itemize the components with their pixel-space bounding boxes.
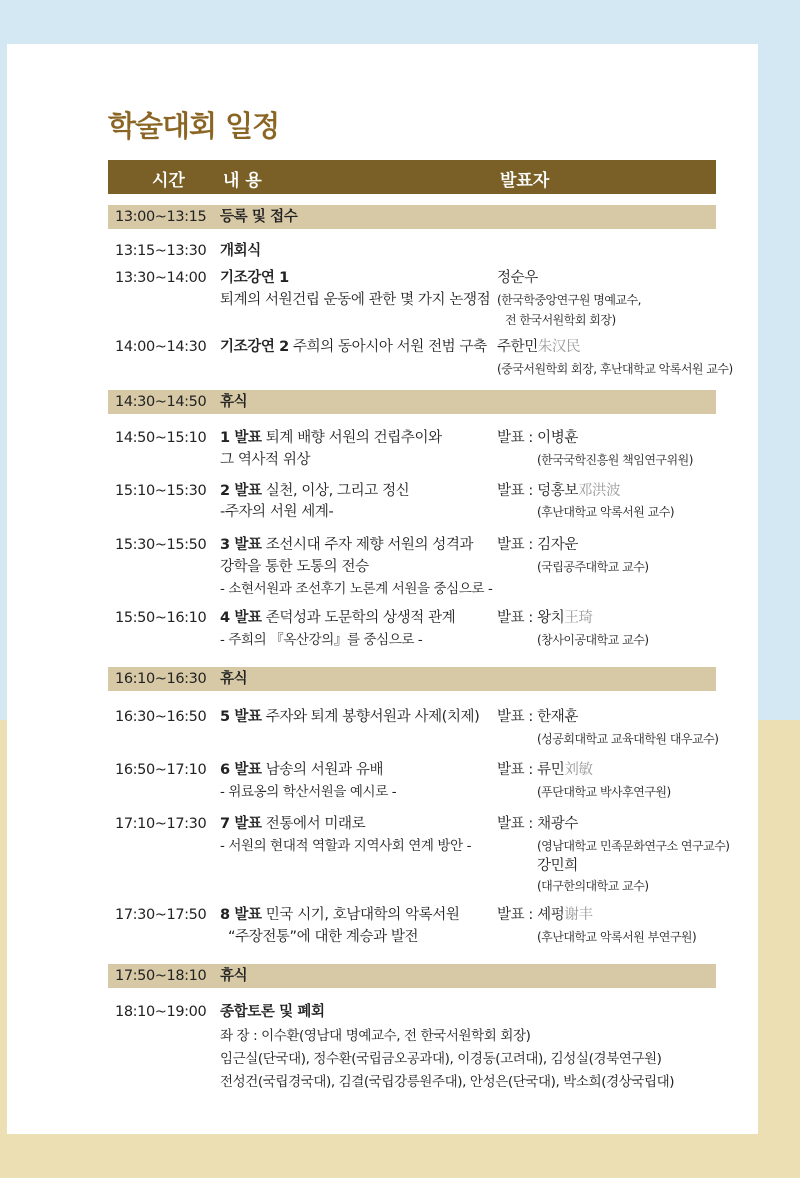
- row-label: 8 발표: [220, 907, 262, 923]
- row-title-line2: 강학을 통한 도통의 전승: [220, 559, 369, 575]
- row-time: 17:10~17:30: [115, 816, 207, 832]
- speaker-chinese-name: 谢丰: [564, 907, 593, 923]
- row-time: 14:30~14:50: [115, 394, 207, 410]
- row-time: 15:30~15:50: [115, 537, 207, 553]
- speaker-chinese-name: 王琦: [564, 610, 593, 626]
- row-title: 퇴계의 서원건립 운동에 관한 몇 가지 논쟁점: [220, 292, 491, 308]
- speaker-name: 발표 : 왕치: [497, 610, 565, 626]
- row-title: 주희의 동아시아 서원 전범 구축: [288, 339, 487, 355]
- row-label: 종합토론 및 폐회: [220, 1004, 325, 1020]
- row-time: 13:15~13:30: [115, 243, 207, 259]
- speaker-name: 발표 : 덩홍보: [497, 483, 578, 499]
- speaker: [497, 608, 593, 628]
- speaker: [497, 481, 620, 501]
- affiliation: (대구한의대학교 교수): [537, 879, 649, 893]
- affiliation: (창사이공대학교 교수): [537, 633, 649, 647]
- row-label: 개회식: [220, 243, 261, 259]
- row-content: [220, 481, 409, 501]
- row-subtitle: 그 역사적 위상: [220, 452, 311, 468]
- row-subtitle: - 소현서원과 조선후기 노론계 서원을 중심으로 -: [220, 581, 493, 597]
- row-time: 16:10~16:30: [115, 671, 207, 687]
- affiliation: (한국국학진흥원 책임연구위원): [537, 453, 693, 467]
- row-content: [220, 608, 455, 628]
- row-time: 15:10~15:30: [115, 483, 207, 499]
- speaker: [497, 337, 580, 357]
- row-content: [220, 760, 383, 780]
- row-label: 5 발표: [220, 709, 262, 725]
- speaker: 발표 : 한재훈: [497, 709, 578, 725]
- speaker-name: 발표 : 류민: [497, 762, 565, 778]
- affiliation: 전 한국서원학회 회장): [505, 313, 616, 327]
- speaker: 발표 : 채광수: [497, 816, 578, 832]
- table-header: [108, 160, 716, 194]
- row-title: 실천, 이상, 그리고 정신: [261, 483, 410, 499]
- row-content: [220, 428, 442, 448]
- affiliation: (성공회대학교 교육대학원 대우교수): [537, 732, 719, 746]
- affiliation: (중국서원학회 회장, 후난대학교 악록서원 교수): [497, 362, 733, 376]
- affiliation: (영남대학교 민족문화연구소 연구교수): [537, 839, 730, 853]
- row-subtitle: - 주희의 『옥산강의』를 중심으로 -: [220, 632, 423, 648]
- page-title: 학술대회 일정: [108, 109, 280, 143]
- row-time: 15:50~16:10: [115, 610, 207, 626]
- speaker-name: 주한민: [497, 339, 538, 355]
- row-label: 기조강연 2: [220, 339, 289, 355]
- speaker: 발표 : 이병훈: [497, 430, 578, 446]
- speaker: [497, 905, 593, 925]
- row-title: 주자와 퇴계 봉향서원과 사제(치제): [261, 709, 480, 725]
- affiliation: (푸단대학교 박사후연구원): [537, 785, 671, 799]
- row-title: 민국 시기, 호남대학의 악록서원: [261, 907, 460, 923]
- row-time: 14:50~15:10: [115, 430, 207, 446]
- row-content: [220, 905, 460, 925]
- speaker-chinese-name: 邓洪波: [577, 483, 621, 499]
- row-label: 2 발표: [220, 483, 262, 499]
- speaker-chinese-name: 刘敏: [564, 762, 593, 778]
- speaker: 강민희: [537, 858, 578, 874]
- row-label: 6 발표: [220, 762, 262, 778]
- row-time: 18:10~19:00: [115, 1004, 207, 1020]
- row-content: [220, 814, 365, 834]
- affiliation: (후난대학교 악록서원 부연구원): [537, 930, 697, 944]
- row-subtitle: - 서원의 현대적 역할과 지역사회 연계 방안 -: [220, 838, 472, 854]
- row-content: [220, 535, 473, 555]
- panel-line: 전성건(국립경국대), 김결(국립강릉원주대), 안성은(단국대), 박소희(경상국립대): [220, 1074, 675, 1090]
- row-time: 17:50~18:10: [115, 968, 207, 984]
- row-label: 기조강연 1: [220, 270, 289, 286]
- affiliation: (후난대학교 악록서원 교수): [537, 505, 675, 519]
- header-time: 시간: [152, 171, 185, 191]
- row-label: 3 발표: [220, 537, 262, 553]
- row-time: 13:30~14:00: [115, 270, 207, 286]
- row-title: 조선시대 주자 제향 서원의 성격과: [261, 537, 474, 553]
- speaker: [497, 760, 593, 780]
- row-label: 1 발표: [220, 430, 262, 446]
- speaker: 발표 : 김자운: [497, 537, 578, 553]
- speaker-chinese-name: 朱汉民: [537, 339, 581, 355]
- row-label: 4 발표: [220, 610, 262, 626]
- row-title: 퇴계 배향 서원의 건립추이와: [261, 430, 442, 446]
- affiliation: (한국학중앙연구원 명예교수,: [497, 293, 641, 307]
- speaker-name: 발표 : 셰펑: [497, 907, 565, 923]
- row-subtitle: -주자의 서원 세계-: [220, 504, 334, 520]
- row-label: 7 발표: [220, 816, 262, 832]
- speaker: 정순우: [497, 270, 538, 286]
- row-title: 존덕성과 도문학의 상생적 관계: [261, 610, 456, 626]
- affiliation: (국립공주대학교 교수): [537, 560, 649, 574]
- row-time: 17:30~17:50: [115, 907, 207, 923]
- row-time: 16:50~17:10: [115, 762, 207, 778]
- row-content: [220, 337, 487, 357]
- row-label: 휴식: [220, 394, 248, 410]
- row-label: 등록 및 접수: [220, 209, 298, 225]
- row-content: [220, 707, 479, 727]
- header-content: 내 용: [223, 171, 262, 191]
- row-time: 16:30~16:50: [115, 709, 207, 725]
- row-label: 휴식: [220, 671, 248, 687]
- row-title: 전통에서 미래로: [261, 816, 366, 832]
- row-title: 남송의 서원과 유배: [261, 762, 384, 778]
- row-time: 13:00~13:15: [115, 209, 207, 225]
- chair-line: 좌 장 : 이수환(영남대 명예교수, 전 한국서원학회 회장): [220, 1028, 531, 1044]
- header-speaker: 발표자: [500, 171, 550, 191]
- row-label: 휴식: [220, 968, 248, 984]
- panel-line: 임근실(단국대), 정수환(국립금오공과대), 이경동(고려대), 김성실(경북연구원): [220, 1051, 662, 1067]
- row-title-line2: “주장전통”에 대한 계승과 발전: [228, 929, 419, 945]
- row-subtitle: - 위료옹의 학산서원을 예시로 -: [220, 784, 397, 800]
- row-time: 14:00~14:30: [115, 339, 207, 355]
